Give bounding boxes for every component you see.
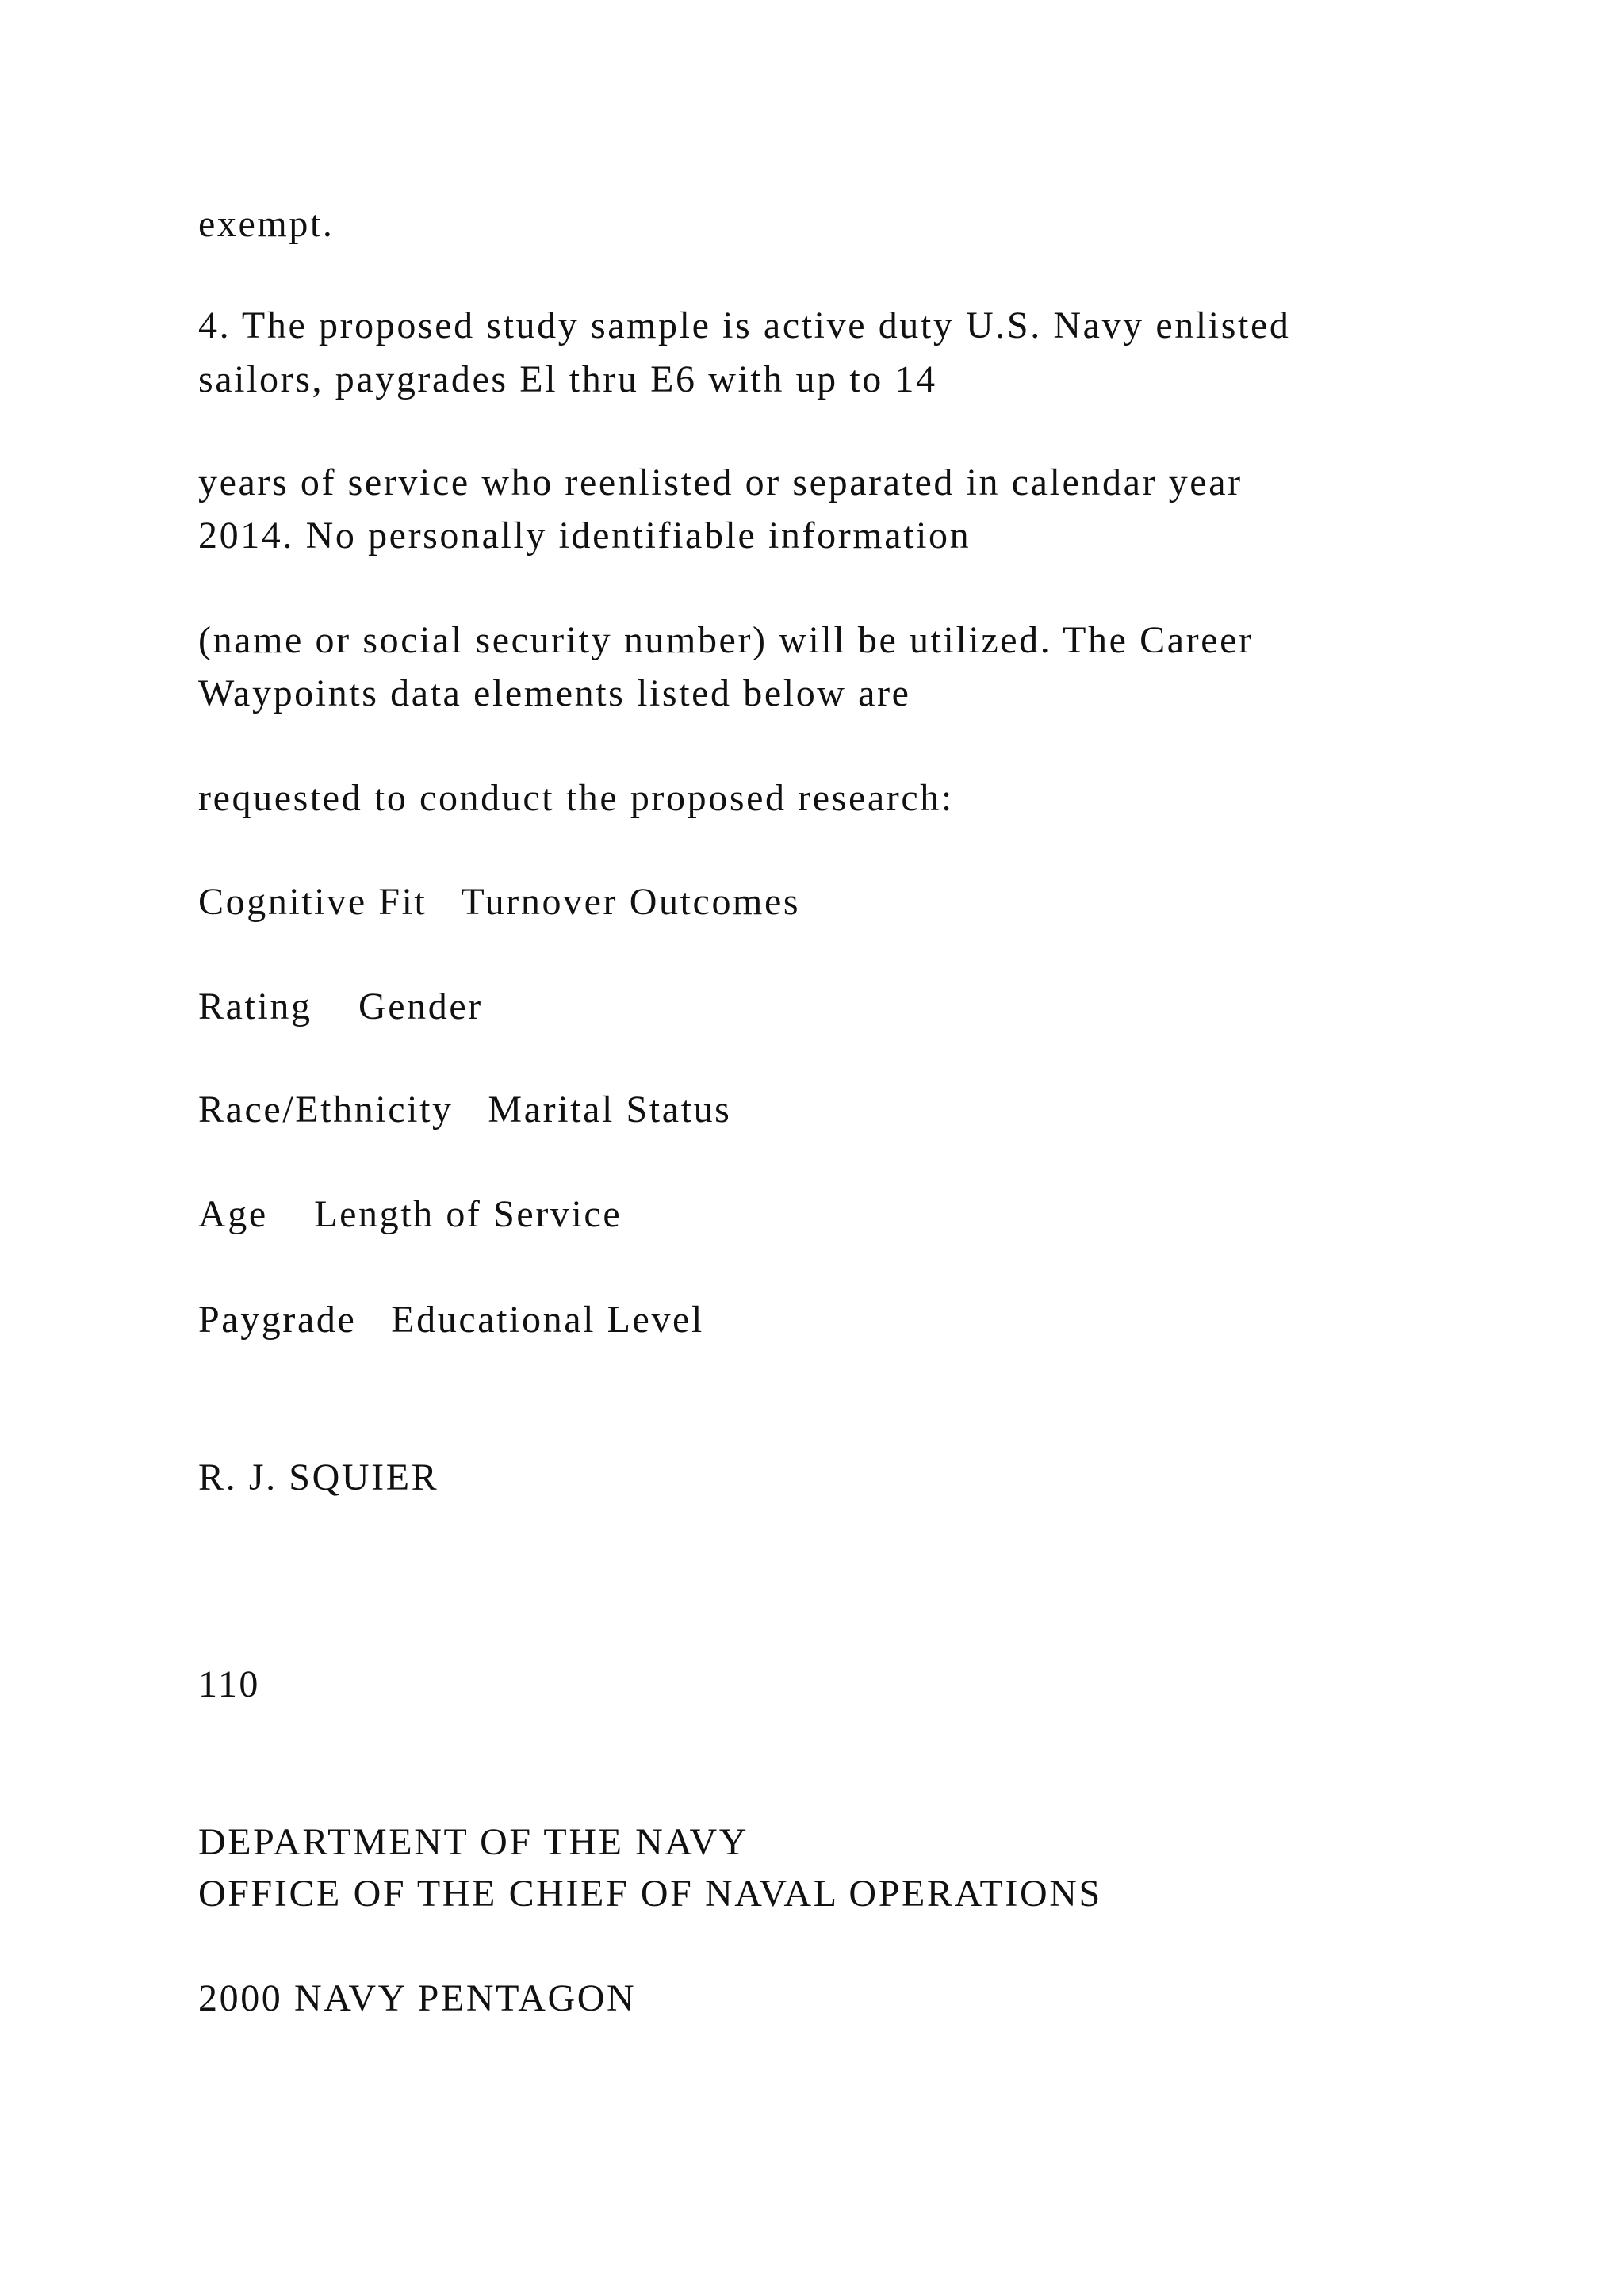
signature-name: R. J. SQUIER <box>198 1456 439 1498</box>
text-line: sailors, paygrades El thru E6 with up to 14 <box>198 358 937 400</box>
text-line: Waypoints data elements listed below are <box>198 672 911 714</box>
letterhead-department: DEPARTMENT OF THE NAVY <box>198 1821 749 1863</box>
data-element-row: Rating Gender <box>198 985 483 1027</box>
text-line: years of service who reenlisted or separated in calendar year <box>198 461 1243 503</box>
data-element-row: Age Length of Service <box>198 1193 622 1235</box>
text-line: (name or social security number) will be utilized. The Career <box>198 619 1254 661</box>
letterhead-address: 2000 NAVY PENTAGON <box>198 1977 637 2019</box>
paragraph-4-line: 4. The proposed study sample is active duty U.S. Navy enlisted <box>198 304 1291 346</box>
text-line: 2014. No personally identifiable information <box>198 515 971 557</box>
data-element-row: Race/Ethnicity Marital Status <box>198 1089 732 1131</box>
page-number: 110 <box>198 1663 261 1705</box>
text-line: exempt. <box>198 203 335 245</box>
letterhead-office: OFFICE OF THE CHIEF OF NAVAL OPERATIONS <box>198 1873 1102 1915</box>
data-element-row: Cognitive Fit Turnover Outcomes <box>198 881 801 923</box>
text-line: requested to conduct the proposed research: <box>198 777 954 819</box>
data-element-row: Paygrade Educational Level <box>198 1299 704 1341</box>
